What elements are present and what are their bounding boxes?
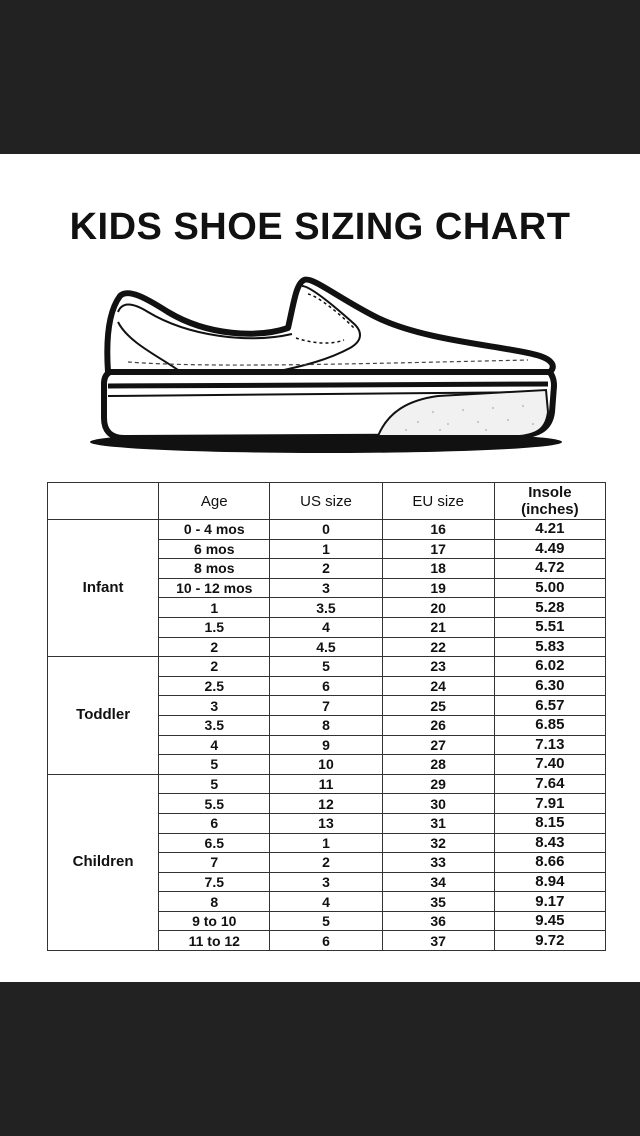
cell-insole: 9.17 (494, 892, 605, 912)
cell-eu-size: 22 (382, 637, 494, 657)
cell-eu-size: 18 (382, 559, 494, 579)
cell-insole: 6.02 (494, 657, 605, 677)
cell-age: 1 (159, 598, 270, 618)
group-label: Infant (48, 520, 159, 657)
cell-insole: 9.45 (494, 911, 605, 931)
cell-us-size: 2 (270, 853, 382, 873)
cell-insole: 8.66 (494, 853, 605, 873)
cell-insole: 8.43 (494, 833, 605, 853)
cell-us-size: 0 (270, 520, 382, 540)
cell-age: 7 (159, 853, 270, 873)
cell-insole: 6.85 (494, 715, 605, 735)
table-row (48, 774, 606, 794)
cell-insole: 5.83 (494, 637, 605, 657)
cell-insole: 6.57 (494, 696, 605, 716)
cell-us-size: 11 (270, 774, 382, 794)
slip-on-shoe-icon (88, 272, 562, 462)
cell-age: 0 - 4 mos (159, 520, 270, 540)
cell-us-size: 1 (270, 539, 382, 559)
cell-age: 5 (159, 774, 270, 794)
cell-eu-size: 27 (382, 735, 494, 755)
cell-eu-size: 28 (382, 755, 494, 775)
cell-insole: 4.49 (494, 539, 605, 559)
cell-age: 2.5 (159, 676, 270, 696)
cell-us-size: 5 (270, 911, 382, 931)
cell-us-size: 12 (270, 794, 382, 814)
cell-age: 5 (159, 755, 270, 775)
cell-insole: 7.40 (494, 755, 605, 775)
cell-eu-size: 29 (382, 774, 494, 794)
cell-insole: 9.72 (494, 931, 605, 951)
cell-age: 2 (159, 657, 270, 677)
cell-us-size: 3 (270, 578, 382, 598)
cell-age: 3 (159, 696, 270, 716)
cell-eu-size: 34 (382, 872, 494, 892)
cell-eu-size: 32 (382, 833, 494, 853)
cell-insole: 5.00 (494, 578, 605, 598)
cell-eu-size: 30 (382, 794, 494, 814)
cell-age: 3.5 (159, 715, 270, 735)
cell-age: 9 to 10 (159, 911, 270, 931)
cell-eu-size: 21 (382, 617, 494, 637)
cell-age: 8 mos (159, 559, 270, 579)
cell-eu-size: 17 (382, 539, 494, 559)
cell-us-size: 3.5 (270, 598, 382, 618)
cell-eu-size: 33 (382, 853, 494, 873)
cell-insole: 4.21 (494, 520, 605, 540)
cell-age: 5.5 (159, 794, 270, 814)
chart-title: KIDS SHOE SIZING CHART (69, 206, 571, 248)
cell-eu-size: 24 (382, 676, 494, 696)
cell-insole: 4.72 (494, 559, 605, 579)
table-row (48, 520, 606, 540)
cell-eu-size: 25 (382, 696, 494, 716)
header-us-size: US size (270, 483, 382, 520)
cell-eu-size: 23 (382, 657, 494, 677)
cell-insole: 6.30 (494, 676, 605, 696)
group-label: Children (48, 774, 159, 950)
header-age: Age (159, 483, 270, 520)
cell-insole: 7.64 (494, 774, 605, 794)
cell-eu-size: 31 (382, 813, 494, 833)
cell-us-size: 13 (270, 813, 382, 833)
group-label: Toddler (48, 657, 159, 775)
cell-us-size: 5 (270, 657, 382, 677)
cell-us-size: 3 (270, 872, 382, 892)
cell-insole: 8.94 (494, 872, 605, 892)
cell-insole: 5.51 (494, 617, 605, 637)
cell-insole: 7.13 (494, 735, 605, 755)
cell-age: 8 (159, 892, 270, 912)
cell-us-size: 9 (270, 735, 382, 755)
header-insole-line1: Insole (528, 484, 572, 501)
cell-age: 10 - 12 mos (159, 578, 270, 598)
cell-age: 6.5 (159, 833, 270, 853)
cell-us-size: 2 (270, 559, 382, 579)
cell-us-size: 6 (270, 931, 382, 951)
cell-age: 4 (159, 735, 270, 755)
cell-age: 11 to 12 (159, 931, 270, 951)
cell-age: 2 (159, 637, 270, 657)
cell-us-size: 4 (270, 617, 382, 637)
cell-age: 1.5 (159, 617, 270, 637)
header-insole-line2: (inches) (521, 501, 579, 518)
cell-age: 6 mos (159, 539, 270, 559)
cell-eu-size: 37 (382, 931, 494, 951)
cell-eu-size: 19 (382, 578, 494, 598)
header-group (48, 483, 159, 520)
cell-age: 6 (159, 813, 270, 833)
cell-eu-size: 35 (382, 892, 494, 912)
sizing-table (47, 482, 606, 951)
chart-image[interactable] (0, 154, 640, 982)
cell-us-size: 1 (270, 833, 382, 853)
cell-us-size: 6 (270, 676, 382, 696)
cell-us-size: 7 (270, 696, 382, 716)
table-body (48, 520, 606, 951)
cell-us-size: 10 (270, 755, 382, 775)
header-insole (494, 483, 605, 520)
cell-us-size: 4.5 (270, 637, 382, 657)
cell-insole: 7.91 (494, 794, 605, 814)
cell-insole: 5.28 (494, 598, 605, 618)
cell-us-size: 8 (270, 715, 382, 735)
cell-eu-size: 26 (382, 715, 494, 735)
cell-eu-size: 36 (382, 911, 494, 931)
header-eu-size: EU size (382, 483, 494, 520)
cell-us-size: 4 (270, 892, 382, 912)
cell-eu-size: 16 (382, 520, 494, 540)
cell-eu-size: 20 (382, 598, 494, 618)
table-row (48, 657, 606, 677)
cell-insole: 8.15 (494, 813, 605, 833)
cell-age: 7.5 (159, 872, 270, 892)
table-header-row (48, 483, 606, 520)
